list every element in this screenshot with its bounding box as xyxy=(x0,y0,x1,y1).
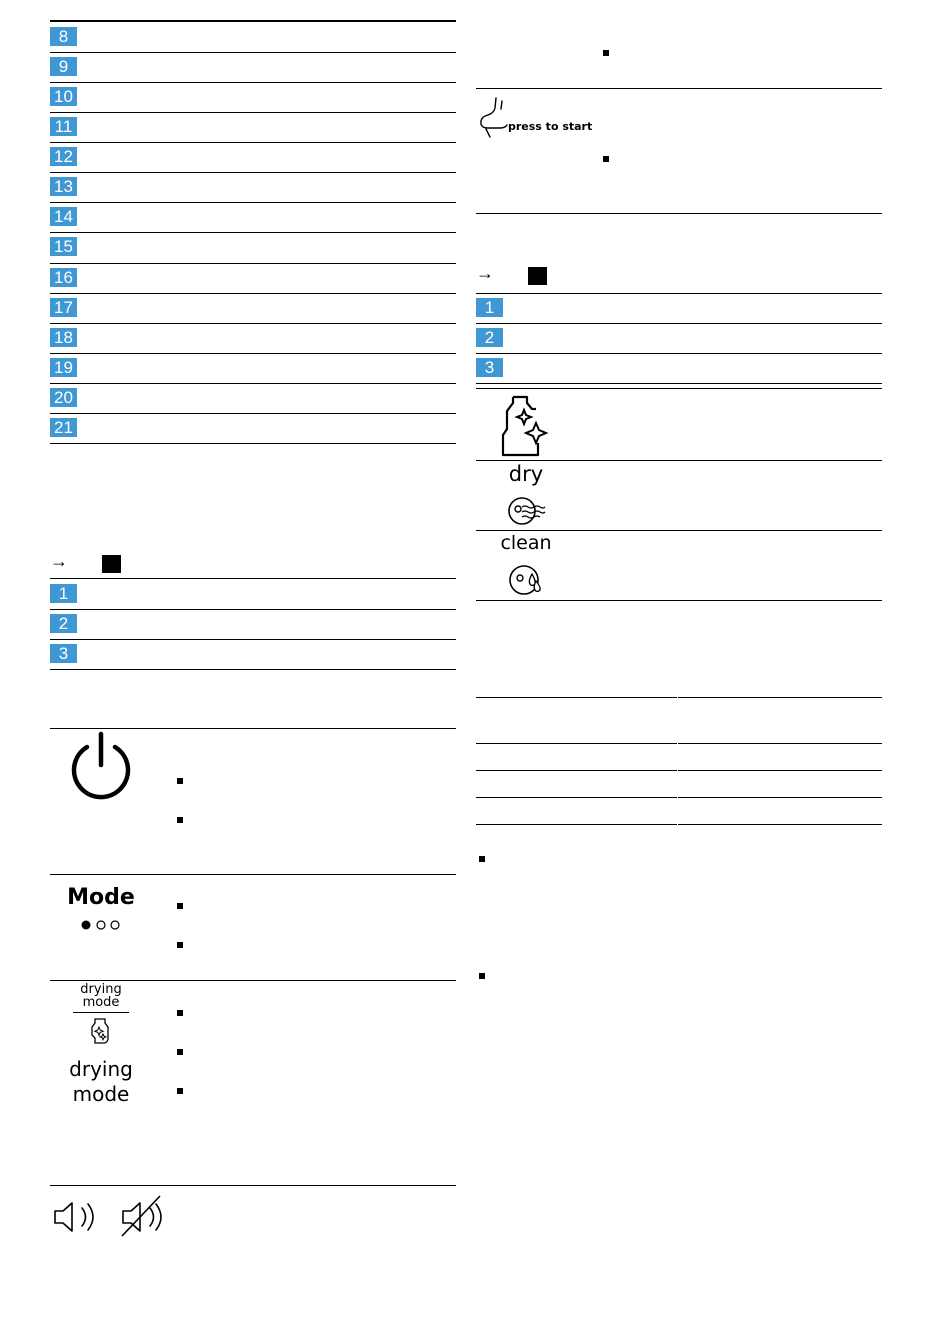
clean-label: clean xyxy=(500,532,552,554)
bullet xyxy=(177,778,183,784)
table-top-rule xyxy=(50,20,456,22)
number-badge: 20 xyxy=(50,388,77,407)
list-row-rule xyxy=(50,609,456,610)
arrow-right-icon: → xyxy=(50,551,68,571)
number-badge: 15 xyxy=(50,237,77,256)
cleaning-canister-icon xyxy=(500,393,552,459)
table-rule xyxy=(476,697,882,698)
number-badge: 1 xyxy=(476,298,503,317)
steps-top-rule xyxy=(476,293,882,294)
bullet xyxy=(177,1010,183,1016)
list-row-rule xyxy=(50,112,456,113)
steps-top-rule xyxy=(50,578,456,579)
drying-mode-small-label-line2: mode xyxy=(82,995,120,1010)
list-row-rule xyxy=(476,323,882,324)
number-badge: 11 xyxy=(50,117,77,136)
number-badge: 2 xyxy=(50,614,77,633)
press-to-start-label: press to start xyxy=(508,120,593,133)
clean-water-icon xyxy=(508,563,544,597)
black-square-icon xyxy=(528,267,547,285)
foot-press-icon xyxy=(478,95,518,141)
number-badge: 8 xyxy=(50,27,77,46)
bullet xyxy=(603,156,609,162)
list-row-rule xyxy=(50,232,456,233)
icon-table-rule xyxy=(476,388,882,389)
number-badge: 13 xyxy=(50,177,77,196)
icon-table-rule xyxy=(50,1185,456,1186)
arrow-right-icon: → xyxy=(476,263,494,283)
table-column-gap xyxy=(677,697,678,825)
bullet xyxy=(479,856,485,862)
icon-table-rule xyxy=(476,600,882,601)
table-rule xyxy=(476,797,882,798)
table-rule xyxy=(476,824,882,825)
bullet xyxy=(479,973,485,979)
sound-off-icon xyxy=(120,1194,166,1236)
dry-air-icon xyxy=(506,495,548,527)
black-square-icon xyxy=(102,555,121,573)
list-row-rule xyxy=(50,172,456,173)
number-badge: 18 xyxy=(50,328,77,347)
number-badge: 2 xyxy=(476,328,503,347)
bullet xyxy=(177,1049,183,1055)
list-row-rule xyxy=(50,263,456,264)
number-badge: 1 xyxy=(50,584,77,603)
bullet xyxy=(177,1088,183,1094)
list-row-rule xyxy=(50,293,456,294)
number-badge: 16 xyxy=(50,268,77,287)
table-rule xyxy=(476,743,882,744)
number-badge: 21 xyxy=(50,418,77,437)
icon-table-rule xyxy=(476,88,882,89)
power-icon xyxy=(70,731,132,797)
number-badge: 17 xyxy=(50,298,77,317)
drying-mode-divider xyxy=(73,1012,129,1013)
mode-dots-icon xyxy=(79,919,123,931)
mode-label: Mode xyxy=(67,885,135,910)
number-badge: 10 xyxy=(50,87,77,106)
number-badge: 12 xyxy=(50,147,77,166)
bullet xyxy=(603,50,609,56)
list-row-rule xyxy=(50,383,456,384)
list-row-rule xyxy=(50,443,456,444)
number-badge: 3 xyxy=(476,358,503,377)
drying-mode-label-line2: mode xyxy=(72,1082,130,1106)
drying-mode-label-line1: drying xyxy=(69,1057,133,1081)
list-row-rule xyxy=(476,383,882,384)
sound-on-icon xyxy=(52,1198,98,1236)
number-badge: 19 xyxy=(50,358,77,377)
list-row-rule xyxy=(50,142,456,143)
icon-table-rule xyxy=(50,980,456,981)
drying-mode-icon xyxy=(89,1015,111,1047)
list-row-rule xyxy=(50,669,456,670)
icon-table-rule xyxy=(476,213,882,214)
list-row-rule xyxy=(50,353,456,354)
bullet xyxy=(177,817,183,823)
number-badge: 9 xyxy=(50,57,77,76)
number-badge: 14 xyxy=(50,207,77,226)
drying-mode-small-label-line1: drying xyxy=(80,982,122,997)
list-row-rule xyxy=(50,639,456,640)
list-row-rule xyxy=(50,52,456,53)
list-row-rule xyxy=(476,353,882,354)
dry-label: dry xyxy=(508,462,544,486)
list-row-rule xyxy=(50,202,456,203)
bullet xyxy=(177,942,183,948)
icon-table-rule xyxy=(50,728,456,729)
icon-table-rule xyxy=(50,874,456,875)
number-badge: 3 xyxy=(50,644,77,663)
list-row-rule xyxy=(50,413,456,414)
list-row-rule xyxy=(50,323,456,324)
bullet xyxy=(177,903,183,909)
table-rule xyxy=(476,770,882,771)
list-row-rule xyxy=(50,82,456,83)
